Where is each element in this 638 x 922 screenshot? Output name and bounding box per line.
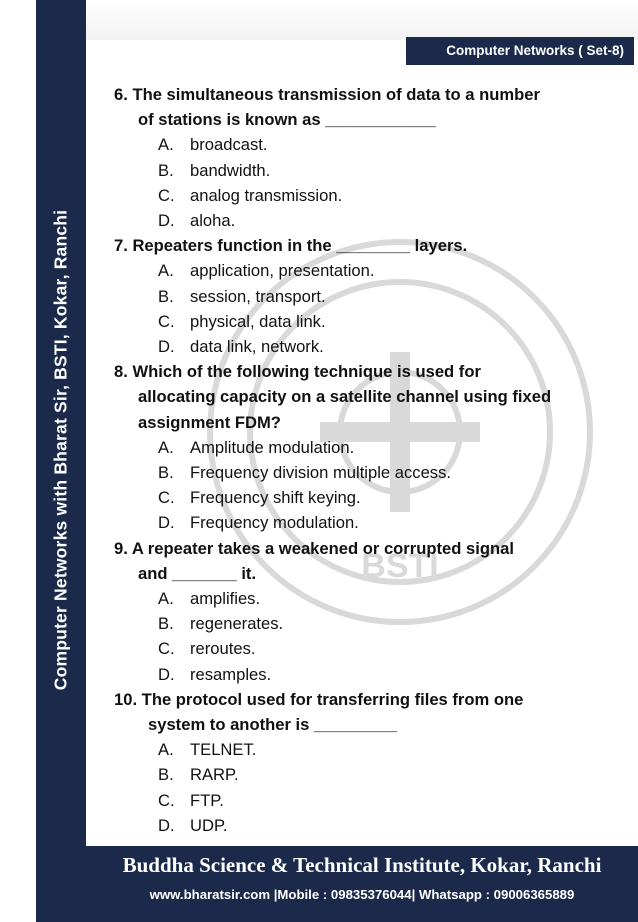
question-block (114, 233, 614, 359)
option-text: bandwidth. (190, 160, 271, 180)
option-letter: A. (158, 589, 174, 609)
option-letter: B. (158, 160, 174, 180)
option-text: reroutes. (190, 639, 256, 659)
option-text: Frequency shift keying. (190, 488, 361, 508)
option-letter: B. (158, 614, 174, 634)
option-letter: D. (158, 815, 175, 835)
answer-option (114, 132, 614, 157)
option-text: Frequency division multiple access. (190, 463, 452, 483)
question-block (114, 687, 614, 838)
option-letter: C. (158, 488, 175, 508)
option-text: regenerates. (190, 614, 284, 634)
option-text: physical, data link. (190, 311, 326, 331)
footer-institute-name: Buddha Science & Technical Institute, Kokar, Ranchi (122, 853, 602, 877)
option-letter: C. (158, 311, 175, 331)
sidebar-title: Computer Networks with Bharat Sir, BSTI, Kokar, Ranchi (50, 209, 71, 691)
option-text: application, presentation. (190, 261, 375, 281)
question-block (114, 359, 614, 535)
question-stem (114, 359, 614, 435)
option-text: RARP. (190, 765, 239, 785)
option-letter: B. (158, 286, 174, 306)
question-text-line: 8. Which of the following technique is used for (114, 362, 481, 382)
question-text-line: of stations is known as ____________ (138, 110, 436, 130)
question-text-line: system to another is _________ (148, 715, 398, 735)
question-block (114, 536, 614, 687)
option-letter: A. (158, 740, 174, 760)
question-text-line: 9. A repeater takes a weakened or corrupted signal (114, 538, 514, 558)
question-block (114, 82, 614, 233)
option-letter: D. (158, 211, 175, 231)
option-text: FTP. (190, 790, 224, 810)
answer-option (114, 788, 614, 813)
option-letter: B. (158, 765, 174, 785)
option-text: resamples. (190, 664, 272, 684)
answer-option (114, 485, 614, 510)
answer-option (114, 737, 614, 762)
question-text-line: and _______ it. (138, 563, 257, 583)
answer-option (114, 158, 614, 183)
option-text: Amplitude modulation. (190, 437, 355, 457)
question-text-line: 10. The protocol used for transferring files from one (114, 689, 524, 709)
option-text: data link, network. (190, 337, 324, 357)
option-letter: B. (158, 463, 174, 483)
option-letter: C. (158, 185, 175, 205)
answer-option (114, 309, 614, 334)
answer-option (114, 435, 614, 460)
option-text: Frequency modulation. (190, 513, 359, 533)
option-text: analog transmission. (190, 185, 343, 205)
answer-option (114, 510, 614, 535)
option-letter: D. (158, 337, 175, 357)
option-text: TELNET. (190, 740, 257, 760)
option-letter: A. (158, 261, 174, 281)
answer-option (114, 813, 614, 838)
question-text-line: assignment FDM? (138, 412, 281, 432)
question-list (114, 82, 614, 838)
header-band (86, 0, 638, 40)
question-stem (114, 687, 614, 737)
question-text-line: 7. Repeaters function in the ________ layers. (114, 236, 468, 256)
answer-option (114, 662, 614, 687)
answer-option (114, 334, 614, 359)
question-text-line: 6. The simultaneous transmission of data to a number (114, 85, 540, 104)
set-badge: Computer Networks ( Set-8) (406, 37, 634, 65)
answer-option (114, 258, 614, 283)
footer-contact: www.bharatsir.com |Mobile : 09835376044| Whatsapp : 09006365889 (149, 887, 575, 902)
footer (86, 846, 638, 922)
option-letter: D. (158, 664, 175, 684)
answer-option (114, 636, 614, 661)
option-letter: A. (158, 437, 174, 457)
answer-option (114, 762, 614, 787)
question-stem (114, 536, 614, 586)
option-text: aloha. (190, 211, 236, 231)
answer-option (114, 284, 614, 309)
option-text: session, transport. (190, 286, 326, 306)
option-text: amplifies. (190, 589, 261, 609)
option-text: broadcast. (190, 135, 268, 155)
option-letter: C. (158, 790, 175, 810)
question-stem (114, 82, 614, 132)
option-letter: A. (158, 135, 174, 155)
option-text: UDP. (190, 815, 228, 835)
question-text-line: allocating capacity on a satellite channel using fixed (138, 387, 552, 407)
watermark-text: BSTI (361, 547, 439, 585)
answer-option (114, 183, 614, 208)
answer-option (114, 586, 614, 611)
answer-option (114, 460, 614, 485)
question-stem (114, 233, 614, 258)
option-letter: D. (158, 513, 175, 533)
option-letter: C. (158, 639, 175, 659)
answer-option (114, 208, 614, 233)
answer-option (114, 611, 614, 636)
